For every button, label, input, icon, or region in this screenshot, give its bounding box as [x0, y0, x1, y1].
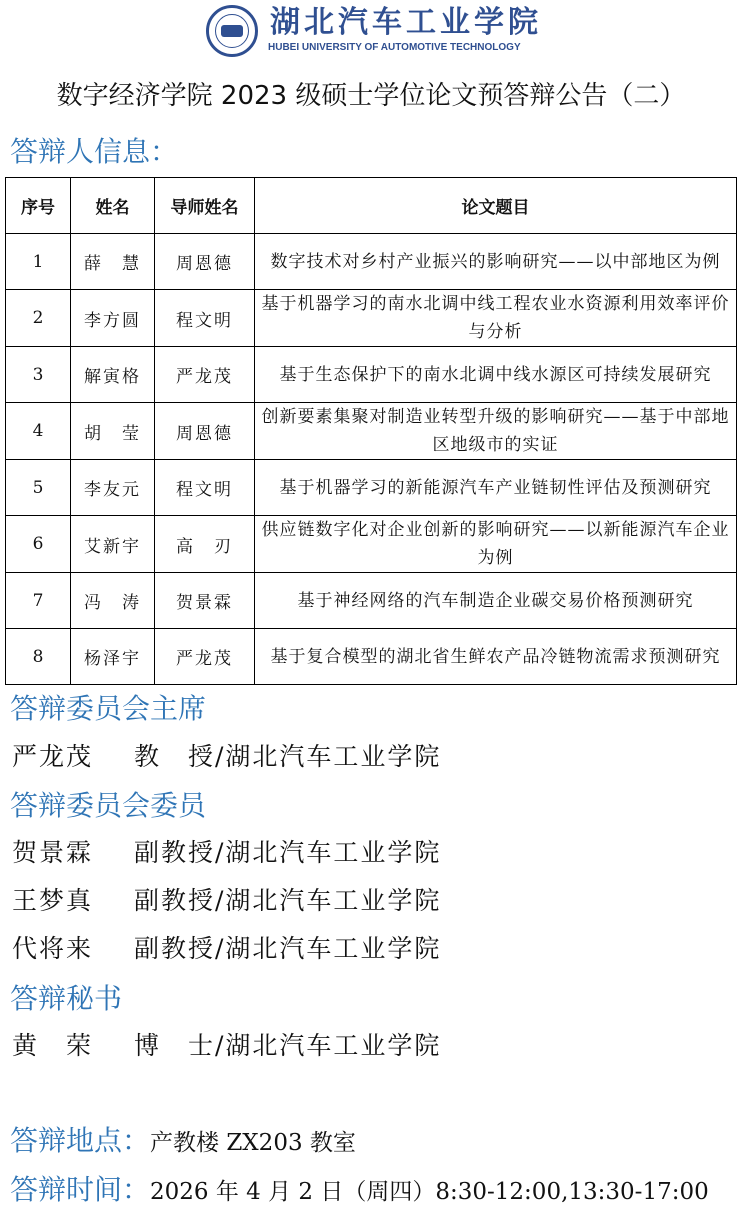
- table-row: [6, 629, 737, 685]
- member-title: 副教授/湖北汽车工业学院: [134, 886, 442, 915]
- row-name: 解寅格: [71, 347, 155, 403]
- header-advisor: 导师姓名: [155, 178, 255, 234]
- secretary-title: 博 士/湖北汽车工业学院: [134, 1031, 442, 1060]
- header: [0, 0, 742, 62]
- member-line: [12, 884, 441, 918]
- row-advisor: 周恩德: [155, 403, 255, 460]
- row-topic: 基于神经网络的汽车制造企业碳交易价格预测研究: [255, 573, 737, 629]
- row-name: 杨泽宇: [71, 629, 155, 685]
- member-line: [12, 836, 441, 870]
- location-label: 答辩地点：: [10, 1124, 151, 1157]
- location-line: [10, 1121, 356, 1165]
- chair-name: 严龙茂: [12, 742, 94, 771]
- page-title: 数字经济学院 2023 级硕士学位论文预答辩公告（二）: [56, 81, 686, 111]
- row-topic: 创新要素集聚对制造业转型升级的影响研究——基于中部地区地级市的实证: [255, 403, 737, 460]
- row-advisor: 贺景霖: [155, 573, 255, 629]
- university-name-en: HUBEI UNIVERSITY OF AUTOMOTIVE TECHNOLOGY: [268, 42, 521, 53]
- row-no: 8: [6, 629, 71, 685]
- section-chair: 答辩委员会主席: [10, 692, 207, 725]
- row-topic: 基于机器学习的新能源汽车产业链韧性评估及预测研究: [255, 460, 737, 516]
- chair-line: [12, 740, 441, 774]
- row-advisor: 严龙茂: [155, 629, 255, 685]
- row-name: 胡 莹: [71, 403, 155, 460]
- member-title: 副教授/湖北汽车工业学院: [134, 838, 442, 867]
- row-no: 7: [6, 573, 71, 629]
- table-row: [6, 290, 737, 347]
- row-topic: 供应链数字化对企业创新的影响研究——以新能源汽车企业为例: [255, 516, 737, 573]
- row-no: 6: [6, 516, 71, 573]
- member-name: 代将来: [12, 934, 94, 963]
- table-row: [6, 573, 737, 629]
- table-row: [6, 234, 737, 290]
- row-advisor: 程文明: [155, 460, 255, 516]
- member-line: [12, 932, 441, 966]
- table-row: [6, 347, 737, 403]
- table-header-row: [6, 178, 737, 234]
- row-advisor: 严龙茂: [155, 347, 255, 403]
- time-label: 答辩时间：: [10, 1173, 151, 1206]
- row-topic: 基于机器学习的南水北调中线工程农业水资源利用效率评价与分析: [255, 290, 737, 347]
- member-title: 副教授/湖北汽车工业学院: [134, 934, 442, 963]
- secretary-name: 黄 荣: [12, 1031, 94, 1060]
- row-topic: 基于生态保护下的南水北调中线水源区可持续发展研究: [255, 347, 737, 403]
- university-name-cn: 湖北汽车工业学院: [270, 5, 542, 40]
- member-name: 王梦真: [12, 886, 94, 915]
- defender-table: [5, 177, 737, 685]
- row-advisor: 周恩德: [155, 234, 255, 290]
- university-seal-icon: [206, 5, 258, 57]
- chair-title: 教 授/湖北汽车工业学院: [134, 742, 442, 771]
- row-name: 艾新宇: [71, 516, 155, 573]
- table-row: [6, 516, 737, 573]
- header-topic: 论文题目: [255, 178, 737, 234]
- row-no: 3: [6, 347, 71, 403]
- row-name: 薛 慧: [71, 234, 155, 290]
- section-members: 答辩委员会委员: [10, 789, 207, 822]
- secretary-line: [12, 1029, 441, 1063]
- row-name: 冯 涛: [71, 573, 155, 629]
- header-no: 序号: [6, 178, 71, 234]
- location-value: 产教楼 ZX203 教室: [150, 1130, 356, 1156]
- time-value: 2026 年 4 月 2 日（周四）8:30-12:00,13:30-17:00: [150, 1179, 709, 1205]
- row-advisor: 程文明: [155, 290, 255, 347]
- row-name: 李友元: [71, 460, 155, 516]
- row-advisor: 高 刃: [155, 516, 255, 573]
- row-no: 4: [6, 403, 71, 460]
- table-row: [6, 460, 737, 516]
- row-topic: 基于复合模型的湖北省生鲜农产品冷链物流需求预测研究: [255, 629, 737, 685]
- row-no: 5: [6, 460, 71, 516]
- row-topic: 数字技术对乡村产业振兴的影响研究——以中部地区为例: [255, 234, 737, 290]
- row-no: 1: [6, 234, 71, 290]
- time-line: [10, 1170, 709, 1214]
- member-name: 贺景霖: [12, 838, 94, 867]
- table-row: [6, 403, 737, 460]
- section-secretary: 答辩秘书: [10, 982, 123, 1015]
- row-name: 李方圆: [71, 290, 155, 347]
- section-defender-info: 答辩人信息：: [10, 135, 179, 168]
- header-name: 姓名: [71, 178, 155, 234]
- row-no: 2: [6, 290, 71, 347]
